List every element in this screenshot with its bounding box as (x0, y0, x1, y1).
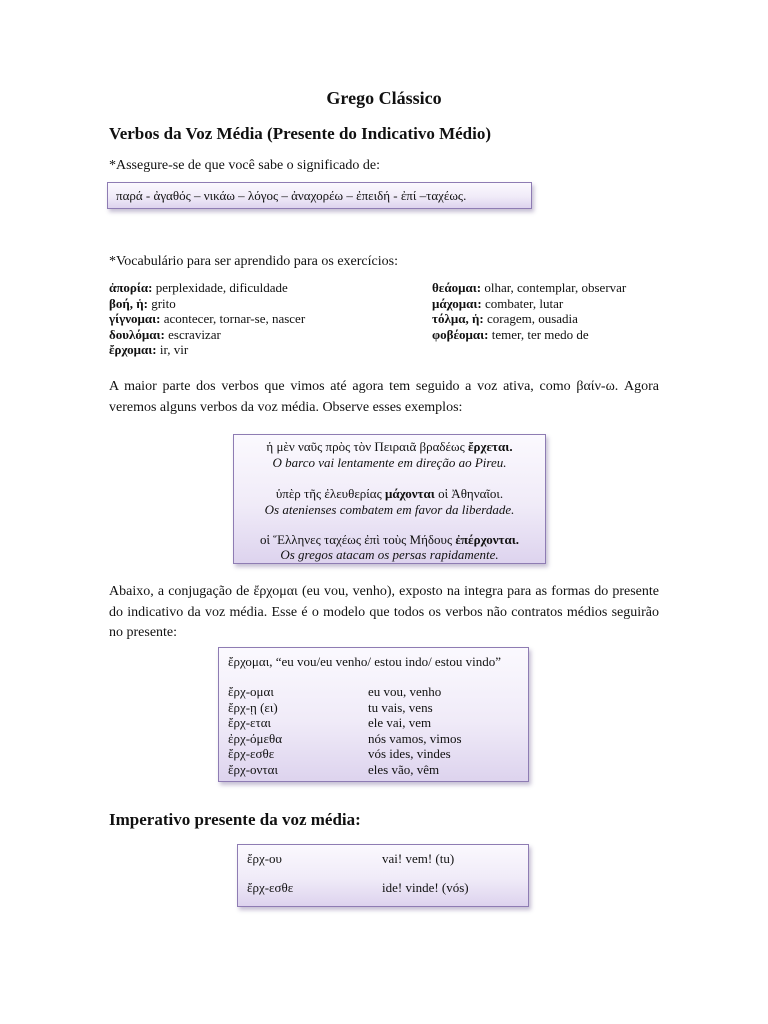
imperative-box (237, 844, 529, 907)
imperative-heading: Imperativo presente da voz média: (109, 810, 361, 829)
vocab-meaning: olhar, contemplar, observar (481, 280, 627, 295)
conjugation-form: ἐρχ-όμεθα (228, 731, 283, 746)
vocab-term: δουλόμαι: (109, 326, 165, 342)
vocab-item (109, 311, 305, 327)
conjugation-form: ἔρχ-ονται (228, 762, 278, 777)
vocab-meaning: escravizar (164, 326, 221, 342)
imperative-meaning: vai! vem! (tu) (382, 851, 455, 866)
vocab-item (109, 296, 305, 312)
vocab-item (432, 311, 626, 327)
conjugation-header: ἔρχομαι, “eu vou/eu venho/ estou indo/ estou vindo” (228, 654, 501, 669)
example-greek (234, 486, 545, 502)
example-greek (234, 532, 545, 548)
vocab-term: ἔρχομαι: (109, 342, 157, 357)
greek-text: ὑπὲρ τῆς ἐλευθερίας (275, 486, 385, 501)
example-translation: Os gregos atacam os persas rapidamente. (280, 547, 499, 562)
vocab-term: φοβέομαι: (432, 326, 489, 342)
vocab-meaning: acontecer, tornar-se, nascer (160, 311, 306, 326)
example-greek (234, 439, 545, 455)
imperative-form: ἔρχ-εσθε (247, 880, 294, 895)
example-translation: Os atenienses combatem em favor da liberdade. (264, 502, 515, 517)
vocab-label: *Vocabulário para ser aprendido para os exercícios: (109, 254, 398, 269)
conjugation-meaning: ele vai, vem (368, 715, 432, 730)
vocab-term: γίγνομαι: (109, 311, 161, 326)
conjugation-meaning: vós ides, vindes (368, 746, 451, 761)
vocab-item (432, 327, 626, 343)
imperative-meaning: ide! vinde! (vós) (382, 880, 469, 895)
greek-text: οἱ Ἀθηναῖοι. (434, 486, 504, 501)
vocab-item (432, 296, 626, 312)
intro-paragraph: A maior parte dos verbos que vimos até agora tem seguido a voz ativa, como βαίν-ω. Agora veremos alguns verbos da voz média. Observe esses exemplos: (109, 379, 659, 415)
vocab-left-column (109, 280, 305, 358)
imperative-form: ἔρχ-ου (247, 851, 282, 866)
conjugation-form: ἔρχ-εσθε (228, 746, 275, 761)
vocab-item (109, 342, 305, 358)
document-title: Grego Clássico (326, 88, 442, 108)
vocab-term: βοή, ἡ: (109, 295, 148, 311)
vocab-term: ἀπορία: (109, 280, 153, 295)
section-subtitle: Verbos da Voz Média (Presente do Indicativo Médio) (109, 124, 492, 143)
vocab-right-column (432, 280, 626, 342)
vocab-item (109, 280, 305, 296)
conjugation-paragraph: Abaixo, a conjugação de ἔρχομαι (eu vou, venho), exposto na integra para as formas do presente do indicativo da voz média. Esse é o modelo que todos os verbos não contratos médios seguirão no presente: (109, 584, 659, 640)
reminder-words: παρά - ἀγαθός – νικάω – λόγος – ἀναχορέω – ἐπειδή - ἐπί –ταχέως. (116, 188, 467, 203)
conjugation-meaning: eles vão, vêm (368, 762, 440, 777)
greek-text: οἱ Ἕλληνες ταχέως ἐπὶ τοὺς Μήδους (259, 532, 456, 547)
reminder-box (107, 182, 532, 209)
conjugation-meaning: eu vou, venho (368, 684, 442, 699)
vocab-item (432, 280, 626, 296)
conjugation-meaning: tu vais, vens (368, 700, 433, 715)
conjugation-meaning: nós vamos, vimos (368, 731, 462, 746)
examples-box (233, 434, 546, 564)
greek-verb: ἔρχεται. (467, 439, 513, 454)
vocab-meaning: coragem, ousadia (483, 311, 578, 326)
conjugation-form: ἔρχ-ομαι (228, 684, 274, 699)
vocab-term: τόλμα, ἡ: (432, 311, 484, 326)
vocab-meaning: ir, vir (156, 342, 189, 357)
vocab-term: θεάομαι: (432, 280, 482, 295)
vocab-term: μάχομαι: (432, 295, 482, 311)
conjugation-form: ἔρχ-ῃ (ει) (228, 700, 278, 715)
vocab-meaning: temer, ter medo de (488, 326, 589, 342)
greek-verb: μάχονται (384, 486, 435, 501)
reminder-label: *Assegure-se de que você sabe o significado de: (109, 158, 380, 173)
vocab-item (109, 327, 305, 343)
greek-verb: ἐπέρχονται. (455, 532, 520, 547)
example-translation: O barco vai lentamente em direção ao Pireu. (272, 455, 507, 470)
greek-text: ἡ μὲν ναῦς πρὸς τὸν Πειραιᾶ βραδέως (266, 439, 468, 454)
vocab-meaning: combater, lutar (481, 295, 564, 311)
conjugation-box (218, 647, 529, 782)
vocab-meaning: perplexidade, dificuldade (152, 280, 288, 295)
conjugation-form: ἔρχ-εται (228, 715, 272, 730)
vocab-meaning: grito (147, 295, 176, 311)
